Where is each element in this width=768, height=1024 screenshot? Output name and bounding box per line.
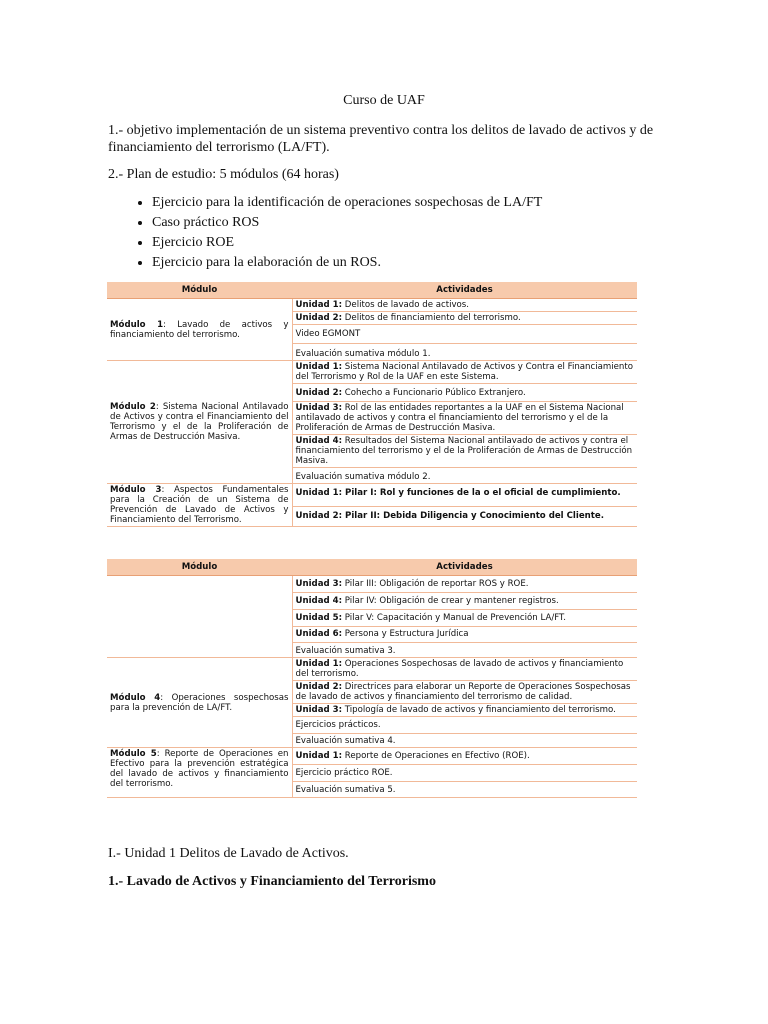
- list-item: • Caso práctico ROS: [152, 213, 542, 233]
- section-heading-lavado: 1.- Lavado de Activos y Financiamiento del Terrorismo: [108, 874, 436, 889]
- activity-cell: Evaluación sumativa 3.: [292, 643, 637, 658]
- module-3-continued-cell: [107, 576, 292, 658]
- activity-cell: Unidad 2: Cohecho a Funcionario Público Extranjero.: [292, 384, 637, 402]
- list-item: • Ejercicio para la elaboración de un ROS.: [152, 253, 542, 273]
- objective-paragraph: 1.- objetivo implementación de un sistema preventivo contra los delitos de lavado de activos y de financiamiento del terrorismo (LA/FT).: [108, 123, 654, 155]
- exercise-list: [108, 193, 542, 273]
- activity-cell: Evaluación sumativa módulo 2.: [292, 468, 637, 484]
- activity-cell: Unidad 3: Pilar III: Obligación de reportar ROS y ROE.: [292, 576, 637, 593]
- module-5-cell: Módulo 5: Reporte de Operaciones en Efectivo para la prevención estratégica del lavado de activos y financiamiento del terrorismo.: [107, 748, 292, 798]
- section-heading-unit-1: I.- Unidad 1 Delitos de Lavado de Activos.: [108, 846, 349, 861]
- module-1-cell: Módulo 1: Lavado de activos y financiamiento del terrorismo.: [107, 299, 292, 361]
- document-title: Curso de UAF: [343, 93, 425, 108]
- activity-cell: Unidad 1: Pilar I: Rol y funciones de la o el oficial de cumplimiento.: [292, 484, 637, 507]
- module-4-cell: Módulo 4: Operaciones sospechosas para la prevención de LA/FT.: [107, 658, 292, 748]
- activity-cell: Unidad 2: Delitos de financiamiento del terrorismo.: [292, 312, 637, 325]
- activity-cell: Unidad 1: Sistema Nacional Antilavado de Activos y Contra el Financiamiento del Terrorismo y Rol de la UAF en este Sistema.: [292, 361, 637, 384]
- activity-cell: Ejercicios prácticos.: [292, 717, 637, 734]
- list-item: • Ejercicio para la identificación de operaciones sospechosas de LA/FT: [152, 193, 542, 213]
- modules-table-1: [107, 282, 637, 527]
- module-3-cell: Módulo 3: Aspectos Fundamentales para la Creación de un Sistema de Prevención de Lavado de Activos y Financiamiento del Terrorismo.: [107, 484, 292, 527]
- activity-cell: Video EGMONT: [292, 325, 637, 344]
- activity-cell: Unidad 3: Tipología de lavado de activos y financiamiento del terrorismo.: [292, 704, 637, 717]
- activity-cell: Unidad 1: Delitos de lavado de activos.: [292, 299, 637, 312]
- activity-cell: Unidad 2: Pilar II: Debida Diligencia y Conocimiento del Cliente.: [292, 506, 637, 526]
- activity-cell: Unidad 1: Reporte de Operaciones en Efectivo (ROE).: [292, 748, 637, 765]
- activity-cell: Ejercicio práctico ROE.: [292, 765, 637, 782]
- activity-cell: Unidad 5: Pilar V: Capacitación y Manual de Prevención LA/FT.: [292, 610, 637, 627]
- modules-table-2: [107, 559, 637, 798]
- header-module: Módulo: [107, 282, 292, 299]
- study-plan-paragraph: 2.- Plan de estudio: 5 módulos (64 horas): [108, 167, 339, 182]
- activity-cell: Unidad 4: Pilar IV: Obligación de crear y mantener registros.: [292, 593, 637, 610]
- activity-cell: Unidad 3: Rol de las entidades reportantes a la UAF en el Sistema Nacional antilavado de activos y contra el financiamiento del terrorismo y el de la Proliferación de Armas de Destrucción Masiva.: [292, 402, 637, 435]
- header-module: Módulo: [107, 559, 292, 576]
- module-2-cell: Módulo 2: Sistema Nacional Antilavado de Activos y contra el Financiamiento del Terrorismo y el de la Proliferación de Armas de Destrucción Masiva.: [107, 361, 292, 484]
- activity-cell: Evaluación sumativa 5.: [292, 782, 637, 798]
- activity-cell: Unidad 2: Directrices para elaborar un Reporte de Operaciones Sospechosas de lavado de activos y financiamiento del terrorismo de calidad.: [292, 681, 637, 704]
- activity-cell: Unidad 6: Persona y Estructura Jurídica: [292, 627, 637, 643]
- activity-cell: Evaluación sumativa 4.: [292, 734, 637, 748]
- activity-cell: Unidad 4: Resultados del Sistema Nacional antilavado de activos y contra el financiamiento del terrorismo y el de la Proliferación de Armas de Destrucción Masiva.: [292, 435, 637, 468]
- activity-cell: Evaluación sumativa módulo 1.: [292, 344, 637, 361]
- list-item: • Ejercicio ROE: [152, 233, 542, 253]
- activity-cell: Unidad 1: Operaciones Sospechosas de lavado de activos y financiamiento del terrorismo.: [292, 658, 637, 681]
- header-activities: Actividades: [292, 282, 637, 299]
- header-activities: Actividades: [292, 559, 637, 576]
